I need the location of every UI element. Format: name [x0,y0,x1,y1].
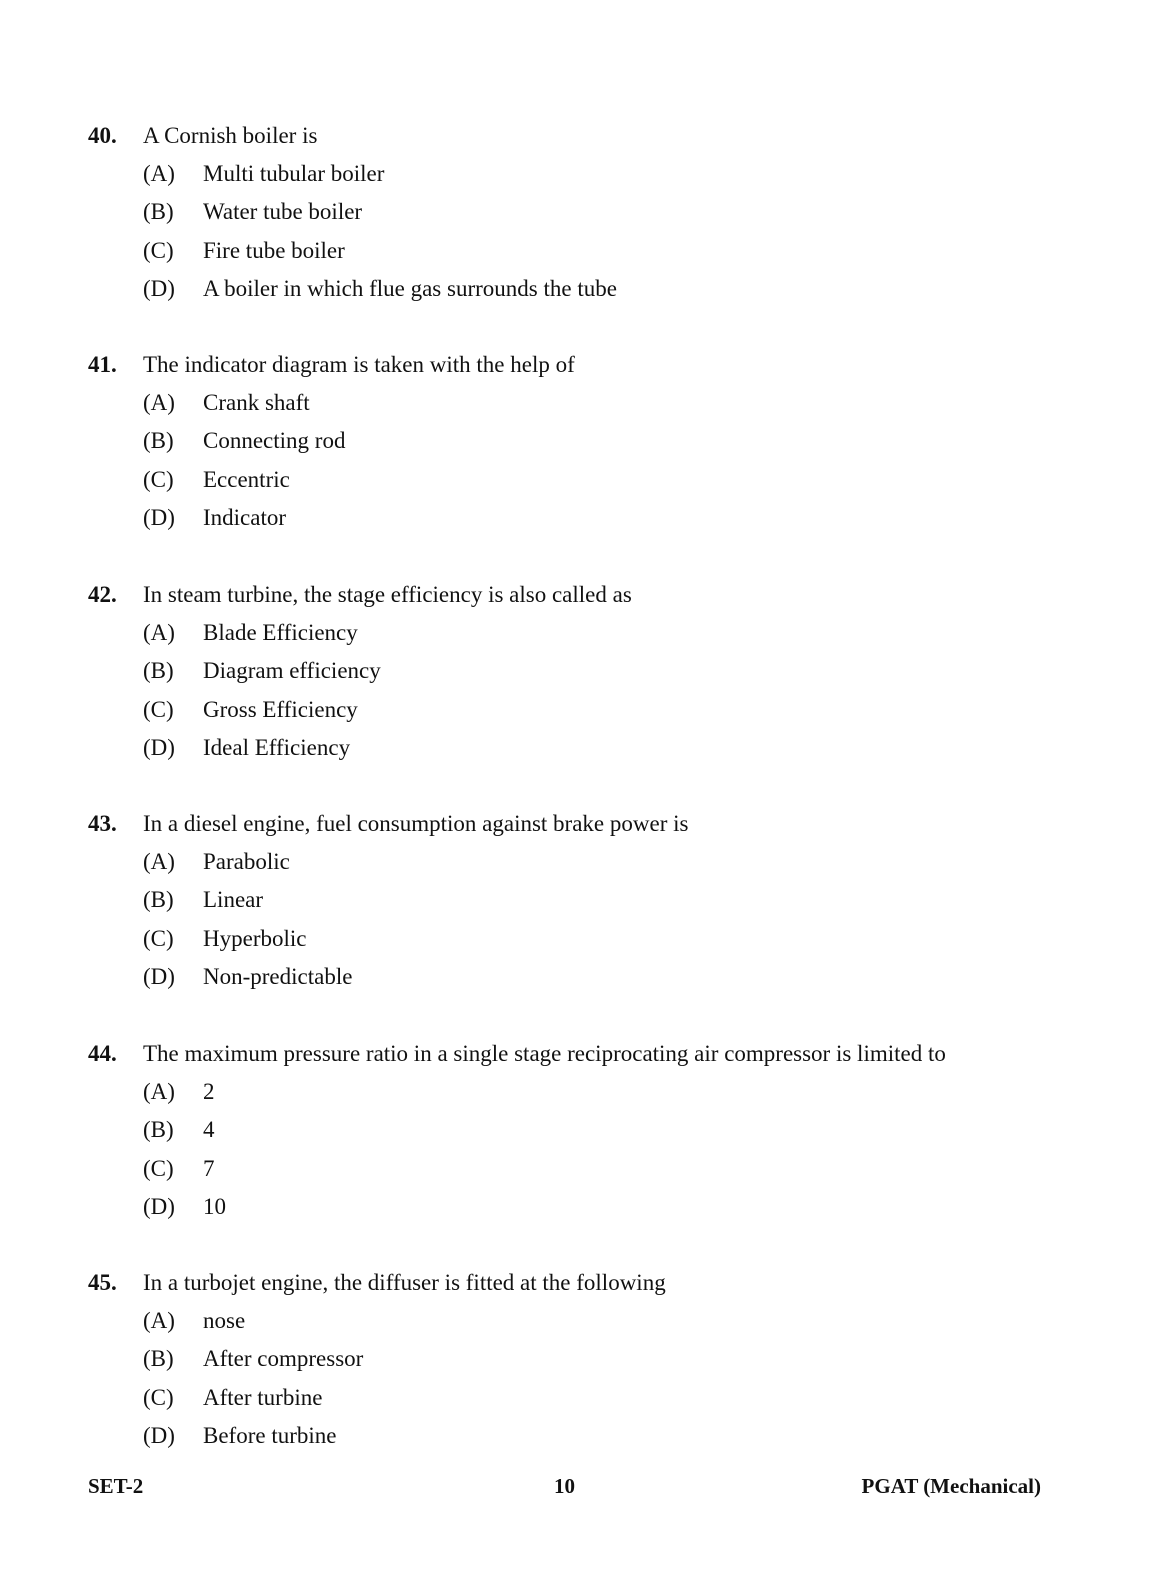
option-b [88,1111,1088,1149]
page-number: 10 [554,1474,575,1498]
option-letter: (B) [143,199,174,225]
question-text: In a turbojet engine, the diffuser is fitted at the following [143,1270,666,1295]
question-text: In a diesel engine, fuel consumption against brake power is [143,811,689,836]
option-letter: (B) [143,1117,174,1143]
question-44 [88,1035,1088,1227]
question-number: 42. [88,582,117,607]
option-letter: (D) [143,1423,175,1449]
option-text: 2 [203,1079,215,1104]
option-a [88,1302,1088,1340]
option-text: 4 [203,1117,215,1143]
option-text: After compressor [203,1346,364,1372]
option-c [88,461,1088,499]
option-text: Connecting rod [203,428,346,454]
option-letter: (C) [143,1384,174,1410]
option-a [88,155,1088,193]
option-b [88,881,1088,919]
question-42 [88,576,1088,768]
option-d [88,729,1088,767]
question-text: The indicator diagram is taken with the help of [143,352,575,377]
option-text: Linear [203,887,264,913]
option-text: Water tube boiler [203,199,363,225]
option-text: Non-predictable [203,964,353,990]
question-stem [88,1264,1088,1302]
option-letter: (C) [143,466,174,492]
option-a [88,384,1088,422]
option-letter: (A) [143,849,175,874]
question-number: 45. [88,1270,117,1295]
question-45 [88,1264,1088,1456]
option-letter: (D) [143,276,175,302]
option-letter: (C) [143,925,174,951]
option-d [88,1417,1088,1455]
option-b [88,422,1088,460]
option-text: Gross Efficiency [203,696,358,722]
option-text: Indicator [203,505,287,531]
option-text: 10 [203,1194,226,1220]
question-stem [88,1035,1088,1073]
option-text: Multi tubular boiler [203,161,385,186]
option-letter: (B) [143,428,174,454]
option-letter: (B) [143,887,174,913]
option-d [88,1188,1088,1226]
option-letter: (A) [143,1308,175,1333]
option-d [88,958,1088,996]
option-letter: (D) [143,1194,175,1220]
exam-title: PGAT (Mechanical) [861,1474,1041,1498]
question-number: 44. [88,1041,117,1066]
question-number: 40. [88,123,117,148]
set-label: SET-2 [88,1474,144,1498]
option-letter: (A) [143,161,175,186]
option-text: 7 [203,1155,215,1181]
question-stem [88,576,1088,614]
option-text: After turbine [203,1384,323,1410]
question-text: The maximum pressure ratio in a single stage reciprocating air compressor is limited to [143,1041,946,1066]
question-stem [88,346,1088,384]
option-letter: (B) [143,658,174,684]
option-text: nose [203,1308,246,1333]
page-footer [88,1470,1041,1502]
option-letter: (B) [143,1346,174,1372]
question-stem [88,117,1088,155]
option-letter: (A) [143,390,175,415]
option-letter: (D) [143,964,175,990]
option-c [88,920,1088,958]
option-text: Parabolic [203,849,290,874]
option-c [88,691,1088,729]
question-43 [88,805,1088,997]
option-letter: (C) [143,237,174,263]
option-b [88,193,1088,231]
option-text: Blade Efficiency [203,620,358,645]
option-letter: (C) [143,1155,174,1181]
option-letter: (D) [143,735,175,761]
option-text: Fire tube boiler [203,237,345,263]
option-text: Hyperbolic [203,925,307,951]
option-c [88,1379,1088,1417]
question-number: 41. [88,352,117,377]
option-b [88,652,1088,690]
question-text: A Cornish boiler is [143,123,318,148]
option-letter: (C) [143,696,174,722]
option-text: A boiler in which flue gas surrounds the tube [203,276,617,302]
option-a [88,614,1088,652]
question-number: 43. [88,811,117,836]
option-text: Before turbine [203,1423,337,1449]
option-d [88,270,1088,308]
option-d [88,499,1088,537]
option-text: Ideal Efficiency [203,735,351,761]
option-a [88,843,1088,881]
option-letter: (A) [143,1079,175,1104]
option-a [88,1073,1088,1111]
option-text: Diagram efficiency [203,658,381,684]
option-b [88,1340,1088,1378]
question-text: In steam turbine, the stage efficiency is also called as [143,582,632,607]
question-41 [88,346,1088,538]
option-c [88,1150,1088,1188]
option-text: Crank shaft [203,390,310,415]
question-stem [88,805,1088,843]
option-letter: (A) [143,620,175,645]
option-letter: (D) [143,505,175,531]
option-text: Eccentric [203,466,290,492]
option-c [88,232,1088,270]
question-40 [88,117,1088,309]
